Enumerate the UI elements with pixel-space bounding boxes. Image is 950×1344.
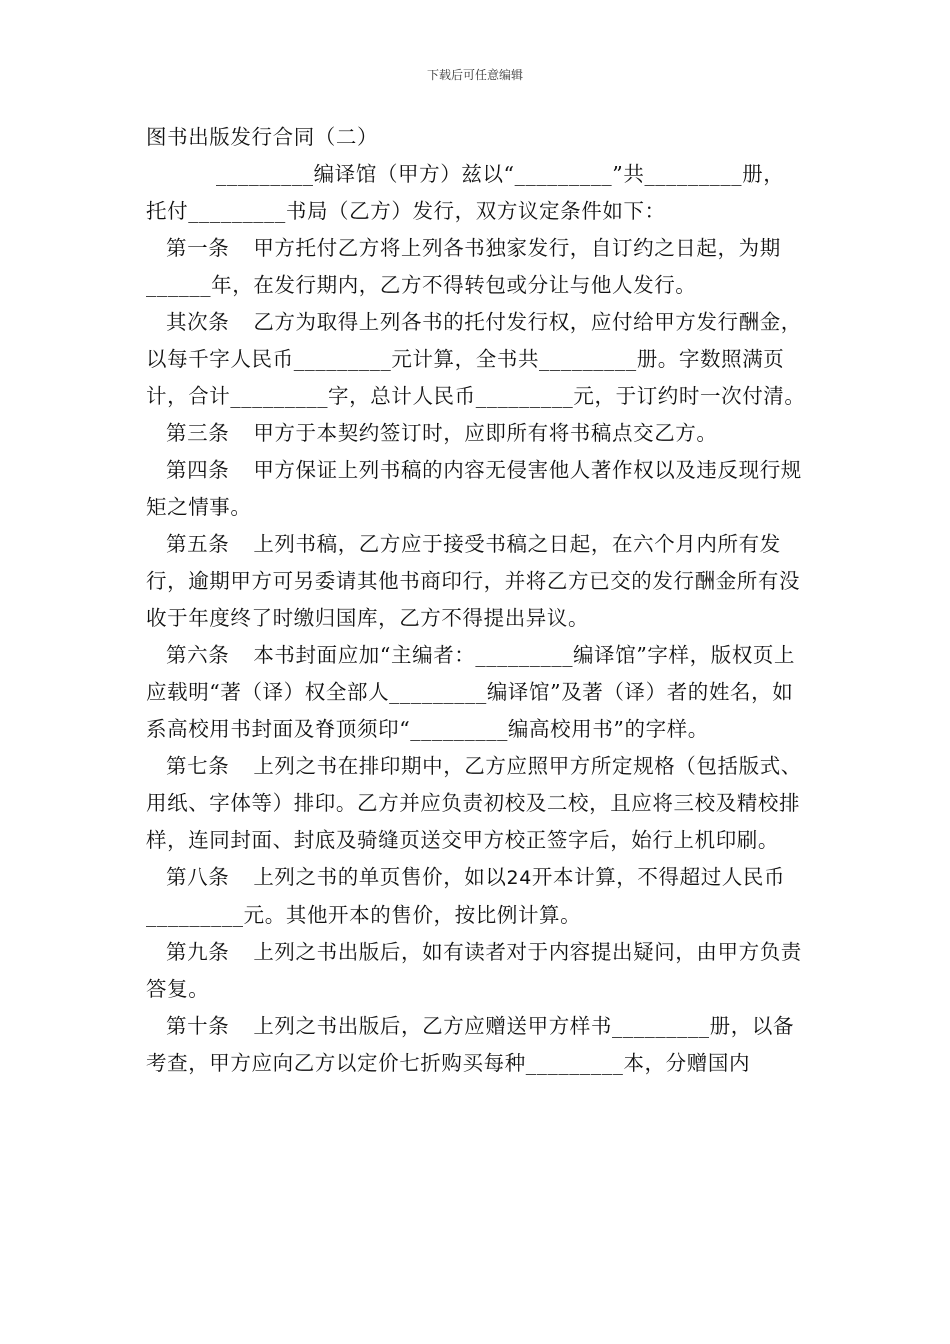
article-label: 第七条 xyxy=(166,754,230,778)
article-6 xyxy=(146,637,810,748)
article-5 xyxy=(146,526,810,637)
article-3 xyxy=(146,415,810,452)
article-8 xyxy=(146,859,810,934)
article-text: 本书封面应加“主编者：_________编译馆”字样，版权页上应载明“著（译）权全部人_________编译馆”及著（译）者的姓名，如系高校用书封面及脊顶须印“_________编高校用书”的字样。 xyxy=(146,643,796,741)
article-4 xyxy=(146,452,810,526)
header-note: 下载后可任意编辑 xyxy=(426,68,523,82)
article-2 xyxy=(146,304,810,415)
article-text: 乙方为取得上列各书的托付发行权，应付给甲方发行酬金，以每千字人民币_________元计算，全书共_________册。字数照满页计，合计_________字，总计人民币_________元，于订约时一次付清。 xyxy=(146,310,806,408)
article-text: 甲方保证上列书稿的内容无侵害他人著作权以及违反现行规矩之情事。 xyxy=(146,458,802,519)
article-label: 第六条 xyxy=(166,643,230,667)
article-9 xyxy=(146,934,810,1008)
article-label: 第三条 xyxy=(166,421,230,445)
contract-title: 图书出版发行合同（二） xyxy=(146,125,379,149)
article-text: 上列之书在排印期中，乙方应照甲方所定规格（包括版式、用纸、字体等）排印。乙方并应负责初校及二校，且应将三校及精校排样，连同封面、封底及骑缝页送交甲方校正签字后，始行上机印刷。 xyxy=(146,754,802,852)
article-label: 第八条 xyxy=(166,865,230,889)
article-1 xyxy=(146,230,810,304)
preamble-line-2: 托付_________书局（乙方）发行，双方议定条件如下： xyxy=(146,199,666,223)
format-number: 24 xyxy=(506,867,532,889)
article-text: 甲方于本契约签订时，应即所有将书稿点交乙方。 xyxy=(253,421,718,445)
article-label: 其次条 xyxy=(166,310,230,334)
article-text: 上列书稿，乙方应于接受书稿之日起，在六个月内所有发行，逾期甲方可另委请其他书商印行，并将乙方已交的发行酬金所有没收于年度终了时缴归国库，乙方不得提出异议。 xyxy=(146,532,801,630)
article-10 xyxy=(146,1008,810,1082)
article-text-a: 上列之书的单页售价，如以 xyxy=(253,865,507,889)
article-label: 第四条 xyxy=(166,458,230,482)
article-text-b: 开本计算，不得超过人民币_________元。其他开本的售价，按比例计算。 xyxy=(146,865,786,927)
article-label: 第十条 xyxy=(166,1014,230,1038)
article-text: 上列之书出版后，乙方应赠送甲方样书_________册，以备考查，甲方应向乙方以定价七折购买每种_________本，分赠国内 xyxy=(146,1014,795,1075)
contract-body xyxy=(146,119,810,1082)
article-text: 上列之书出版后，如有读者对于内容提出疑问，由甲方负责答复。 xyxy=(146,940,802,1001)
article-label: 第九条 xyxy=(166,940,230,964)
preamble-line-1: _________编译馆（甲方）兹以“_________”共_________册， xyxy=(216,162,785,186)
article-text: 甲方托付乙方将上列各书独家发行，自订约之日起，为期______年，在发行期内，乙方不得转包或分让与他人发行。 xyxy=(146,236,781,297)
article-7 xyxy=(146,748,810,859)
article-label: 第一条 xyxy=(166,236,230,260)
article-label: 第五条 xyxy=(166,532,230,556)
